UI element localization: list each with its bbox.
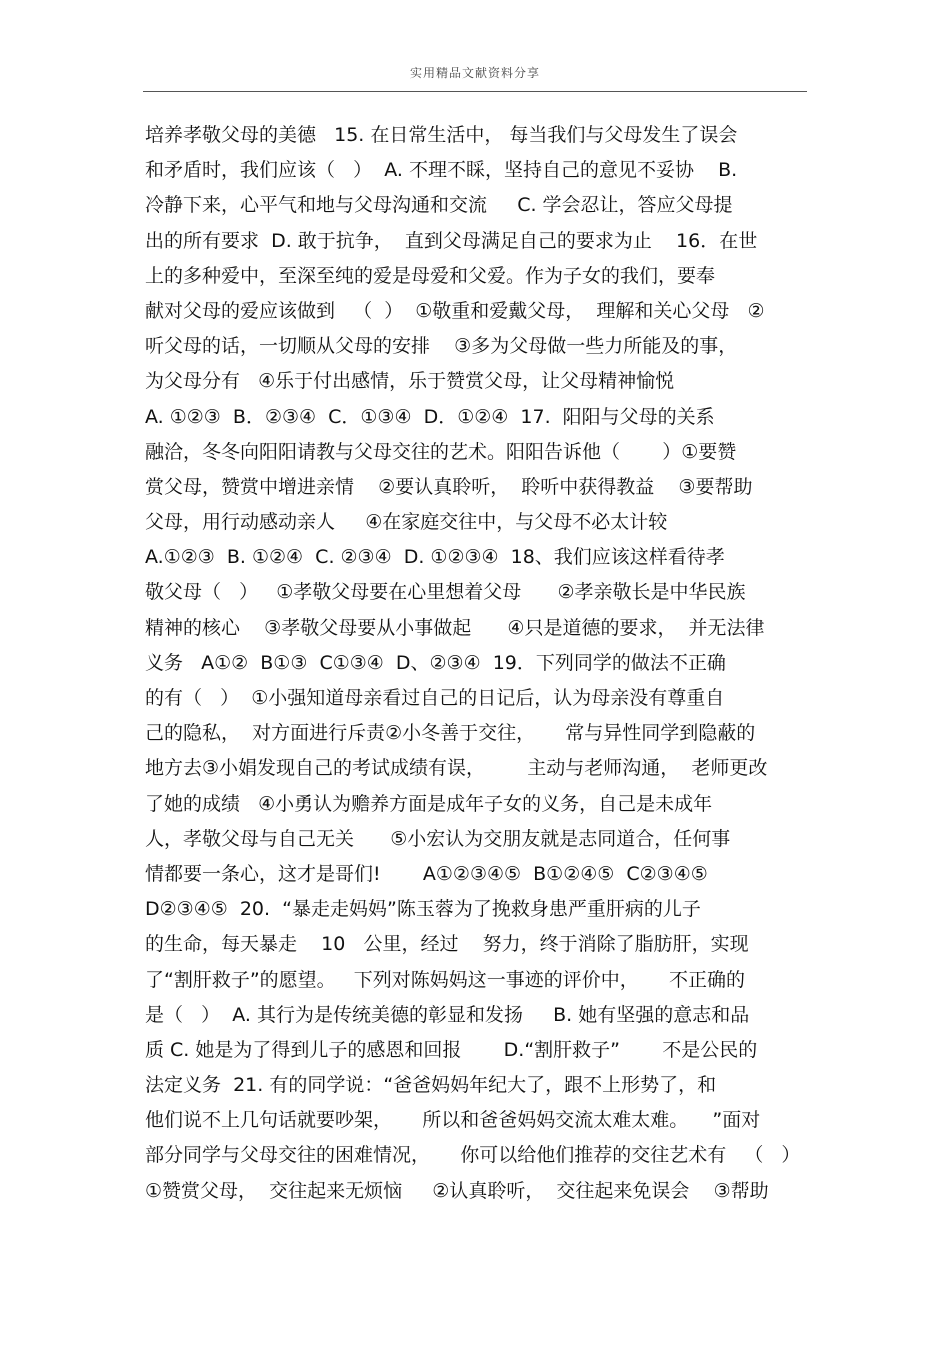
text-line: 人，孝敬父母与自己无关 ⑤小宏认为交朋友就是志同道合，任何事 bbox=[145, 827, 731, 850]
text-line: 敬父母（ ） ①孝敬父母要在心里想着父母 ②孝亲敬长是中华民族 bbox=[145, 581, 746, 604]
text-line: D②③④⑤ 20. “暴走走妈妈”陈玉蓉为了挽救身患严重肝病的儿子 bbox=[145, 898, 701, 921]
text-line: 了她的成绩 ④小勇认为赡养方面是成年子女的义务，自己是未成年 bbox=[145, 792, 713, 815]
text-line: 己的隐私， 对方面进行斥责②小冬善于交往， 常与异性同学到隐蔽的 bbox=[145, 722, 756, 745]
text-line: 为父母分有 ④乐于付出感情，乐于赞赏父母，让父母精神愉悦 bbox=[145, 370, 675, 393]
text-line: 质 C. 她是为了得到儿子的感恩和回报 D.“割肝救子” 不是公民的 bbox=[145, 1038, 758, 1061]
text-line: 出的所有要求 D. 敢于抗争， 直到父母满足自己的要求为止 16．在世 bbox=[145, 229, 758, 252]
text-line: 献对父母的爱应该做到 （ ） ①敬重和爱戴父母， 理解和关心父母 ② bbox=[145, 299, 765, 322]
text-line: 了“割肝救子”的愿望。 下列对陈妈妈这一事迹的评价中， 不正确的 bbox=[145, 968, 746, 991]
text-line: 冷静下来，心平气和地与父母沟通和交流 C. 学会忍让，答应父母提 bbox=[145, 194, 733, 217]
text-line: 和矛盾时，我们应该（ ） A. 不理不睬，坚持自己的意见不妥协 B. bbox=[145, 159, 738, 182]
text-line: 义务 A①② B①③ C①③④ D、②③④ 19．下列同学的做法不正确 bbox=[145, 651, 726, 674]
page-header: 实用精品文献资料分享 bbox=[409, 66, 540, 80]
text-line: 赏父母，赞赏中增进亲情 ②要认真聆听， 聆听中获得教益 ③要帮助 bbox=[145, 475, 753, 498]
text-line: 父母，用行动感动亲人 ④在家庭交往中，与父母不必太计较 bbox=[145, 511, 668, 534]
text-line: 部分同学与父母交往的困难情况， 你可以给他们推荐的交往艺术有 （ ） bbox=[145, 1144, 801, 1167]
text-line: 是（ ） A. 其行为是传统美德的彰显和发扬 B. 她有坚强的意志和品 bbox=[145, 1003, 750, 1026]
text-line: 的生命，每天暴走 10 公里，经过 努力，终于消除了脂肪肝，实现 bbox=[145, 933, 749, 956]
text-line: 地方去③小娟发现自己的考试成绩有误， 主动与老师沟通， 老师更改 bbox=[145, 757, 768, 780]
text-line: 融洽，冬冬向阳阳请教与父母交往的艺术。阳阳告诉他（ ）①要赞 bbox=[145, 440, 737, 463]
text-line: ①赞赏父母， 交往起来无烦恼 ②认真聆听， 交往起来免误会 ③帮助 bbox=[145, 1179, 769, 1202]
header-divider bbox=[143, 91, 807, 92]
text-line: A. ①②③ B．②③④ C．①③④ D．①②④ 17. 阳阳与父母的关系 bbox=[145, 405, 715, 428]
text-line: 上的多种爱中，至深至纯的爱是母爱和父爱。作为子女的我们，要奉 bbox=[145, 264, 716, 287]
text-line: 培养孝敬父母的美德 15. 在日常生活中， 每当我们与父母发生了误会 bbox=[145, 124, 738, 146]
text-line: 法定义务 21. 有的同学说：“爸爸妈妈年纪大了，跟不上形势了，和 bbox=[145, 1074, 717, 1097]
text-line: 他们说不上几句话就要吵架， 所以和爸爸妈妈交流太难太难。 ”面对 bbox=[145, 1109, 761, 1132]
text-line: A.①②③ B. ①②④ C. ②③④ D. ①②③④ 18、我们应该这样看待孝 bbox=[145, 546, 725, 569]
text-line: 情都要一条心，这才是哥们! A①②③④⑤ B①②④⑤ C②③④⑤ bbox=[145, 862, 708, 885]
text-line: 听父母的话，一切顺从父母的安排 ③多为父母做一些力所能及的事， bbox=[145, 335, 738, 358]
text-line: 精神的核心 ③孝敬父母要从小事做起 ④只是道德的要求， 并无法律 bbox=[145, 616, 765, 639]
document-body bbox=[145, 118, 825, 1209]
text-line: 的有（ ） ①小强知道母亲看过自己的日记后，认为母亲没有尊重自 bbox=[145, 687, 725, 709]
